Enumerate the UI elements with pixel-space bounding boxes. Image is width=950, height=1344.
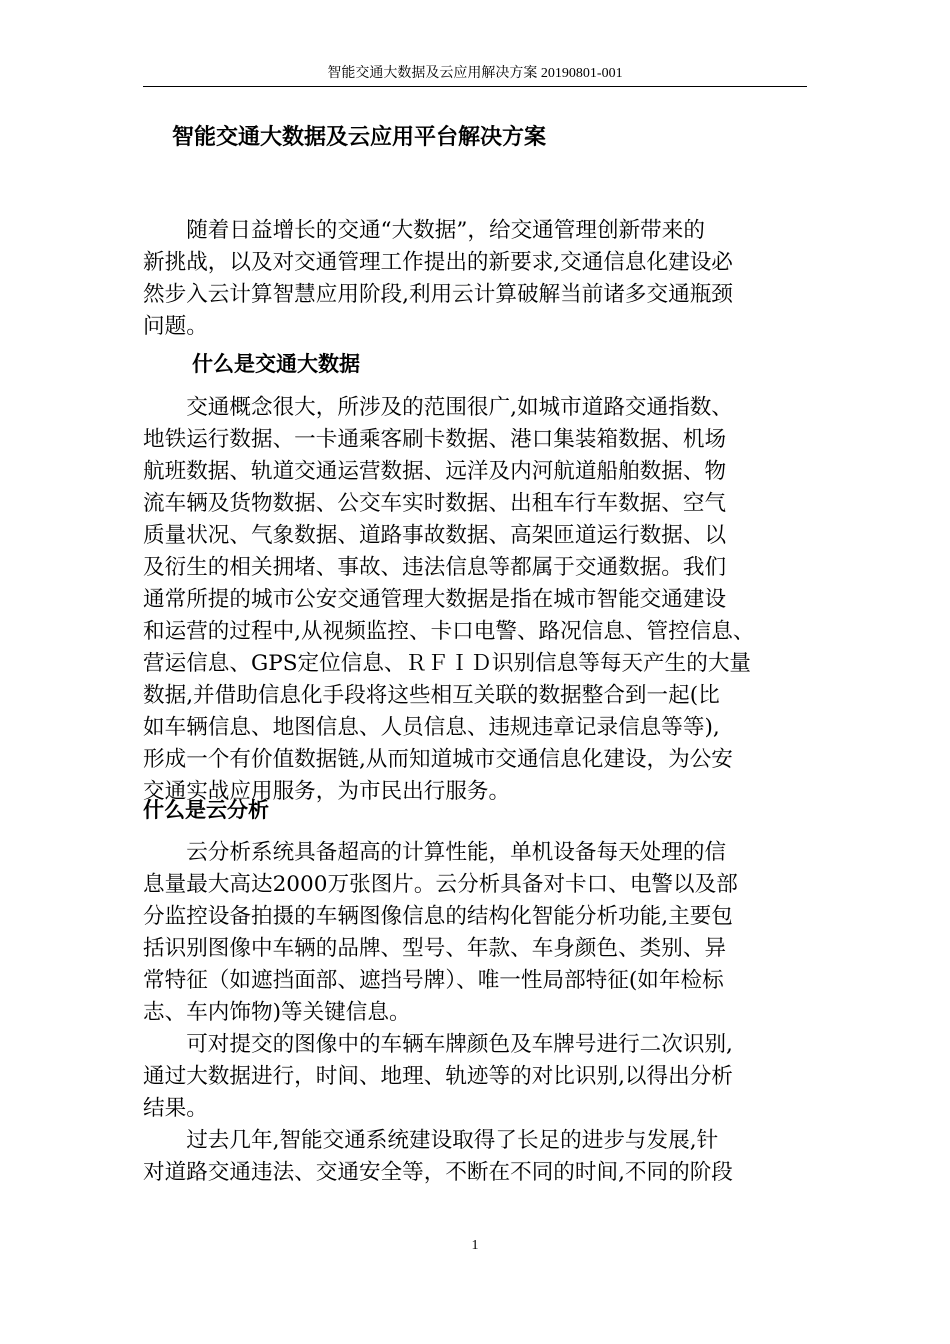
paragraph-line: 质量状况、气象数据、道路事故数据、高架匝道运行数据、以 xyxy=(143,523,727,548)
paragraph-line: 交通概念很大，所涉及的范围很广,如城市道路交通指数、 xyxy=(186,395,733,420)
paragraph-line: 常特征（如遮挡面部、遮挡号牌）、唯一性局部特征(如年检标 xyxy=(143,968,724,993)
heading-text: 什么是交通大数据 xyxy=(192,352,360,376)
paragraph-line: 息量最大高达2000万张图片。云分析具备对卡口、电警以及部 xyxy=(143,872,738,897)
paragraph-line: 云分析系统具备超高的计算性能，单机设备每天处理的信 xyxy=(186,840,727,865)
page-header: 智能交通大数据及云应用解决方案 20190801-001 xyxy=(327,66,623,81)
cloud-paragraph-1 xyxy=(143,837,807,1029)
paragraph-line: 数据,并借助信息化手段将这些相互关联的数据整合到一起(比 xyxy=(143,683,720,708)
paragraph-line: 过去几年,智能交通系统建设取得了长足的进步与发展,针 xyxy=(186,1128,719,1153)
header-rule xyxy=(143,86,807,87)
paragraph-line: 志、车内饰物)等关键信息。 xyxy=(143,1000,411,1025)
paragraph-line: 形成一个有价值数据链,从而知道城市交通信息化建设，为公安 xyxy=(143,747,733,772)
paragraph-line: 交通实战应用服务，为市民出行服务。 xyxy=(143,779,511,804)
intro-paragraph xyxy=(143,215,807,343)
intro-line: 随着日益增长的交通“大数据”，给交通管理创新带来的 xyxy=(186,218,705,243)
cloud-paragraph-2 xyxy=(143,1029,807,1125)
paragraph-line: 如车辆信息、地图信息、人员信息、违规违章记录信息等等), xyxy=(143,715,720,740)
page-number: 1 xyxy=(471,1238,479,1253)
intro-line: 问题。 xyxy=(143,314,208,339)
cloud-paragraph-3 xyxy=(143,1125,807,1189)
paragraph-line: 通过大数据进行，时间、地理、轨迹等的对比识别,以得出分析 xyxy=(143,1064,733,1089)
heading-text: 什么是云分析 xyxy=(143,798,269,822)
paragraph-line: 地铁运行数据、一卡通乘客刷卡数据、港口集装箱数据、机场 xyxy=(143,427,727,452)
big-data-paragraph xyxy=(143,392,807,808)
paragraph-line: 流车辆及货物数据、公交车实时数据、出租车行车数据、空气 xyxy=(143,491,727,516)
paragraph-line: 可对提交的图像中的车辆车牌颜色及车牌号进行二次识别, xyxy=(186,1032,733,1057)
paragraph-line: 营运信息、GPS定位信息、ＲＦＩＤ识别信息等每天产生的大量 xyxy=(143,651,752,676)
paragraph-line: 和运营的过程中,从视频监控、卡口电警、路况信息、管控信息、 xyxy=(143,619,755,644)
intro-line: 新挑战，以及对交通管理工作提出的新要求,交通信息化建设必 xyxy=(143,250,733,275)
paragraph-line: 及衍生的相关拥堵、事故、违法信息等都属于交通数据。我们 xyxy=(143,555,727,580)
section-heading-cloud xyxy=(143,794,807,826)
paragraph-line: 通常所提的城市公安交通管理大数据是指在城市智能交通建设 xyxy=(143,587,727,612)
document-title: 智能交通大数据及云应用平台解决方案 xyxy=(172,125,547,150)
section-heading-big-data xyxy=(192,348,856,380)
paragraph-line: 对道路交通违法、交通安全等，不断在不同的时间,不同的阶段 xyxy=(143,1160,733,1185)
intro-line: 然步入云计算智慧应用阶段,利用云计算破解当前诸多交通瓶颈 xyxy=(143,282,733,307)
paragraph-line: 结果。 xyxy=(143,1096,208,1121)
paragraph-line: 分监控设备拍摄的车辆图像信息的结构化智能分析功能,主要包 xyxy=(143,904,733,929)
paragraph-line: 航班数据、轨道交通运营数据、远洋及内河航道船舶数据、物 xyxy=(143,459,727,484)
paragraph-line: 括识别图像中车辆的品牌、型号、年款、车身颜色、类别、异 xyxy=(143,936,727,961)
